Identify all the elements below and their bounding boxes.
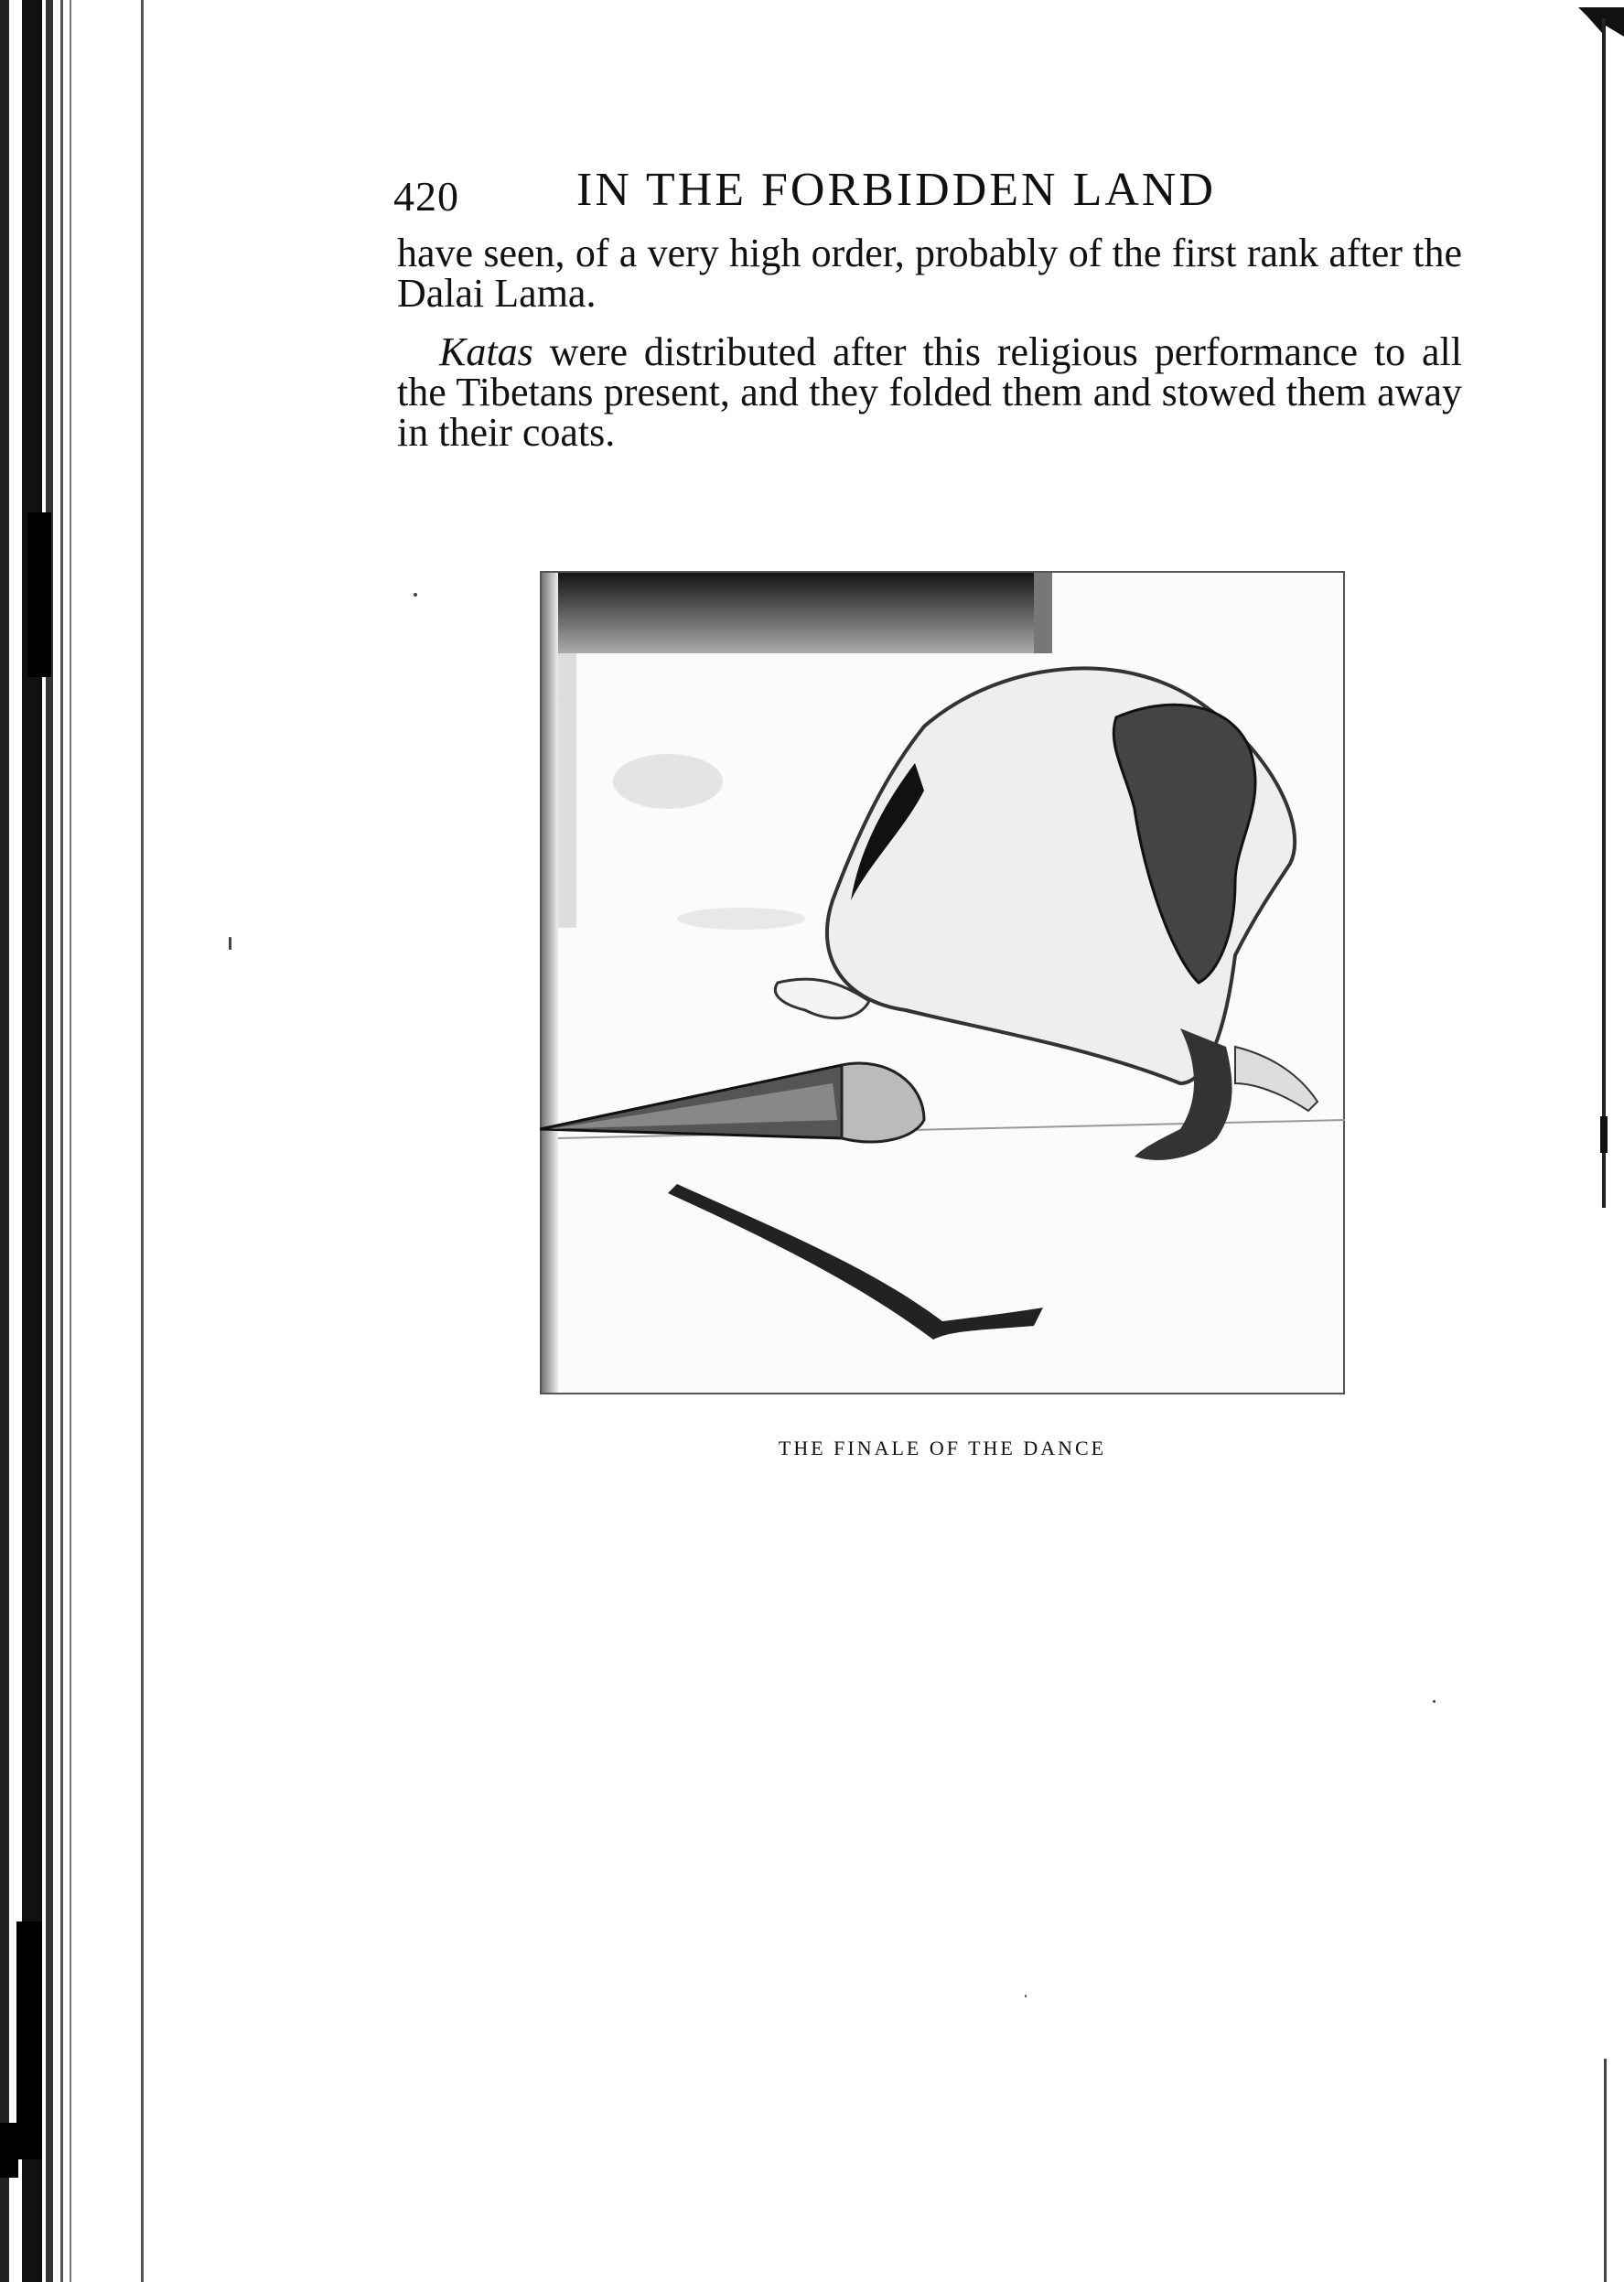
illustration-plate xyxy=(540,571,1345,1394)
body-text xyxy=(397,233,1462,453)
page-number: 420 xyxy=(393,173,459,220)
scan-speck xyxy=(1433,1700,1436,1703)
scan-speck xyxy=(229,937,231,950)
binding-edge xyxy=(0,0,156,2282)
page-header xyxy=(393,163,1473,227)
scan-speck xyxy=(414,593,417,597)
italic-term: Katas xyxy=(439,329,533,374)
scan-speck xyxy=(1025,1995,1027,1997)
figure-caption: THE FINALE OF THE DANCE xyxy=(778,1437,1107,1459)
paragraph-text: were distributed after this religious performance to all the Tibetans present, and they folded them and stowed them away in their coats. xyxy=(397,329,1462,455)
running-head: IN THE FORBIDDEN LAND xyxy=(576,164,1217,216)
right-page-edge xyxy=(1569,0,1624,2282)
paragraph xyxy=(397,329,1462,455)
paragraph: have seen, of a very high order, probably of the first rank after the Dalai Lama. xyxy=(397,231,1462,316)
